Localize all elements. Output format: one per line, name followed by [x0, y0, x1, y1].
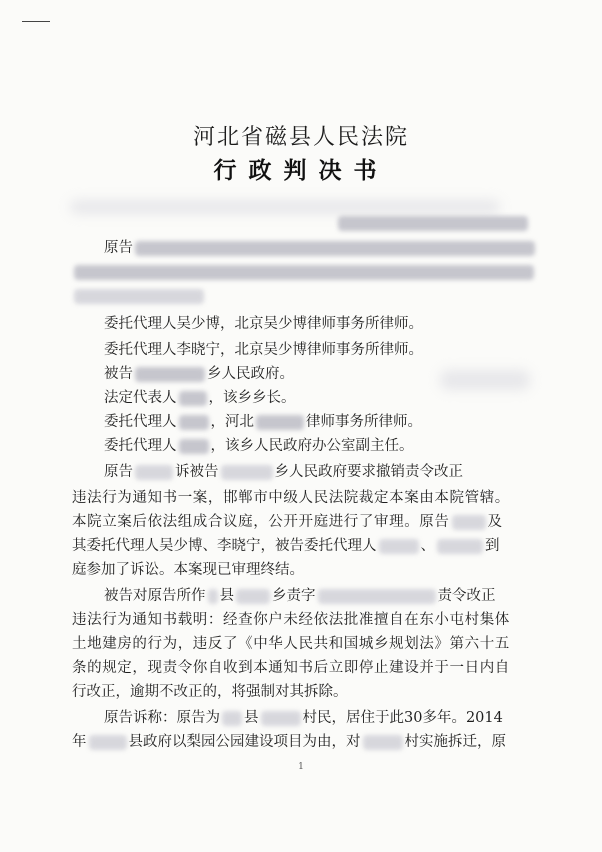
body-text: 被告对原告所作 — [104, 588, 206, 604]
redacted-name — [379, 539, 419, 554]
plaintiff-line-3 — [72, 286, 542, 306]
def-agent-1-suffix: 律师事务所律师。 — [306, 414, 422, 430]
body-text: 违法行为通知书载明：经查你户未经依法批准擅自在东小屯村集体 — [72, 612, 510, 628]
body-line — [72, 634, 542, 654]
def-agent-2-label: 委托代理人 — [104, 438, 177, 454]
body-text: 年 — [72, 734, 87, 750]
plaintiff-line — [104, 238, 574, 258]
body-text: 土地建房的行为，违反了《中华人民共和国城乡规划法》第六十五 — [72, 636, 510, 652]
redacted-name — [208, 589, 218, 604]
body-text: 县 — [219, 588, 234, 604]
defendant-label: 被告 — [104, 366, 133, 382]
body-text: 、 — [420, 538, 435, 554]
body-text: 原告诉称：原告为 — [104, 710, 220, 726]
def-agent-2-suffix: ，该乡人民政府办公室副主任。 — [210, 438, 414, 454]
body-text: 其委托代理人吴少博、李晓宁，被告委托代理人 — [72, 538, 377, 554]
defendant-agent-line-1 — [104, 412, 574, 432]
body-text: 原告 — [104, 464, 133, 480]
body-line — [72, 536, 542, 556]
redacted-case-number — [338, 216, 528, 231]
body-text: 乡人民政府要求撤销责令改正 — [274, 464, 463, 480]
legal-rep-suffix: ，该乡乡长。 — [208, 390, 296, 406]
body-line — [72, 682, 542, 702]
body-text: 条的规定，现责令你自收到本通知书后立即停止建设并于一日内自 — [72, 660, 510, 676]
def-agent-1-mid: ，河北 — [210, 414, 254, 430]
redaction-smudge — [70, 200, 500, 214]
body-text: 县 — [244, 710, 259, 726]
redacted-plaintiff-info — [135, 241, 535, 256]
defendant-suffix: 乡人民政府。 — [207, 366, 294, 382]
agent-2-text: 委托代理人李晓宁，北京吴少博律师事务所律师。 — [104, 342, 423, 358]
corner-mark — [22, 21, 50, 22]
redacted-name — [221, 465, 273, 480]
redacted-defendant-name — [135, 367, 205, 382]
redacted-name — [222, 711, 242, 726]
body-line — [72, 732, 542, 752]
redacted-law-firm — [256, 415, 304, 430]
body-text: 乡责字 — [272, 588, 316, 604]
body-text: 庭参加了诉讼。本案现已审理终结。 — [72, 562, 304, 578]
redacted-name — [452, 515, 486, 530]
body-line — [104, 586, 574, 606]
agent-line-1 — [104, 314, 574, 334]
body-text: 村民，居住于此30多年。2014 — [302, 710, 503, 726]
redacted-name — [135, 465, 173, 480]
case-number — [336, 216, 530, 231]
body-text: 行改正，逾期不改正的，将强制对其拆除。 — [72, 684, 348, 700]
court-name: 河北省磁县人民法院 — [192, 125, 409, 150]
body-text: 及 — [487, 514, 503, 530]
document-type-title: 行政判决书 — [213, 157, 389, 184]
plaintiff-line-2 — [72, 262, 542, 282]
body-text: 违法行为通知书一案，邯郸市中级人民法院裁定本案由本院管辖。 — [72, 490, 510, 506]
defendant-line — [104, 364, 574, 384]
body-text: 诉被告 — [175, 464, 219, 480]
body-text: 本院立案后依法组成合议庭，公开开庭进行了审理。原告 — [72, 514, 450, 530]
redacted-plaintiff-address — [74, 265, 534, 280]
body-text: 村实施拆迁，原 — [404, 734, 506, 750]
body-line — [72, 488, 542, 508]
redacted-name — [261, 711, 301, 726]
body-text: 到 — [485, 538, 500, 554]
body-line — [104, 462, 574, 482]
redacted-def-agent-1 — [179, 415, 209, 430]
agent-1-text: 委托代理人吴少博，北京吴少博律师事务所律师。 — [104, 316, 423, 332]
redacted-name — [236, 589, 270, 604]
body-text: 县政府以梨园公园建设项目为由，对 — [128, 734, 361, 750]
redacted-name — [363, 735, 403, 750]
legal-rep-label: 法定代表人 — [104, 390, 177, 406]
legal-rep-line — [104, 388, 574, 408]
body-line — [72, 512, 542, 532]
body-line — [104, 708, 574, 728]
defendant-agent-line-2 — [104, 436, 574, 456]
def-agent-1-label: 委托代理人 — [104, 414, 177, 430]
body-line — [72, 610, 542, 630]
plaintiff-label: 原告 — [104, 240, 133, 256]
redacted-legal-rep — [179, 391, 207, 406]
body-line — [72, 658, 542, 678]
agent-line-2 — [104, 340, 574, 360]
redacted-name — [89, 735, 127, 750]
page-number: 1 — [298, 762, 304, 772]
body-text: 责令改正 — [437, 588, 496, 604]
body-line — [72, 560, 542, 580]
redacted-id-number — [74, 289, 204, 304]
redacted-doc-number — [318, 589, 436, 604]
redacted-def-agent-2 — [179, 439, 209, 454]
redacted-name — [437, 539, 483, 554]
